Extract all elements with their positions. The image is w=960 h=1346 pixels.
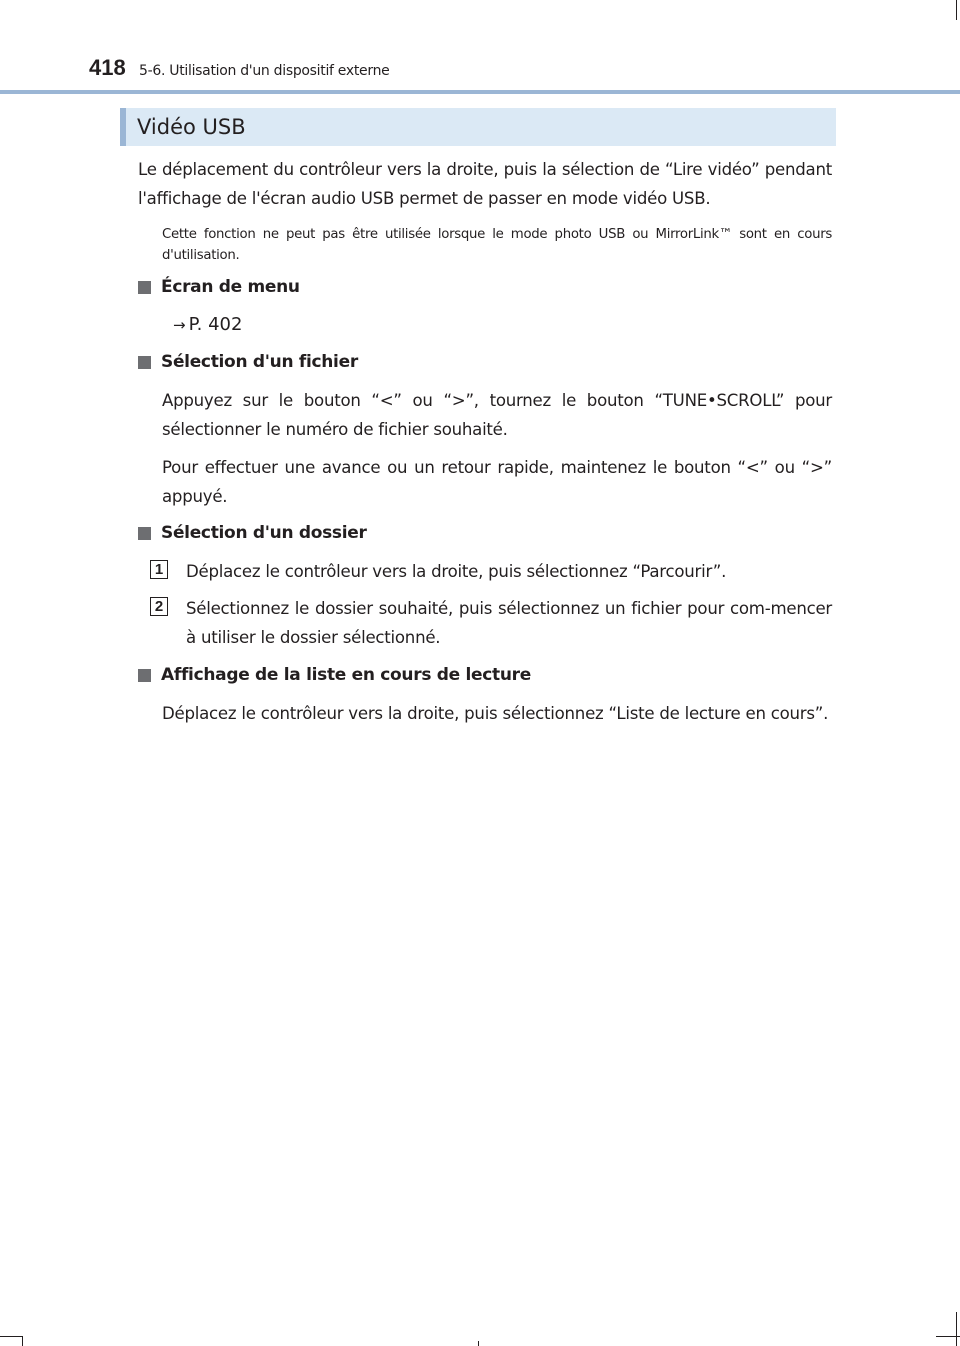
step-number-badge: 2 (150, 597, 168, 616)
square-bullet-icon (138, 356, 151, 369)
playlist-paragraph: Déplacez le contrôleur vers la droite, puis sélectionnez “Liste de lecture en cours”. (162, 704, 829, 723)
crop-mark-top-right (956, 0, 957, 20)
square-bullet-icon (138, 527, 151, 540)
crop-mark-bottom-left-v (22, 1336, 23, 1346)
step-1-text: Déplacez le contrôleur vers la droite, puis sélectionnez “Parcourir”. (186, 562, 727, 581)
step-number-badge: 1 (150, 560, 168, 579)
heading-playlist (138, 663, 531, 687)
section-title: Vidéo USB (137, 115, 246, 139)
heading-label: Affichage de la liste en cours de lecture (161, 665, 531, 685)
heading-label: Sélection d'un dossier (161, 523, 367, 543)
crop-mark-bottom-right-v (956, 1312, 957, 1346)
header-rule (0, 90, 960, 94)
heading-menu-screen (138, 275, 300, 299)
heading-folder-selection (138, 521, 367, 545)
arrow-right-icon: → (173, 316, 186, 334)
chapter-title: 5-6. Utilisation d'un dispositif externe (139, 63, 390, 79)
note-paragraph: Cette fonction ne peut pas être utilisée lorsque le mode photo USB ou MirrorLink™ sont en cours d'utilisation. (162, 227, 832, 263)
heading-file-selection (138, 350, 358, 374)
file-selection-paragraph-2: Pour effectuer une avance ou un retour rapide, maintenez le bouton “<” ou “>” appuyé. (162, 458, 832, 506)
intro-paragraph: Le déplacement du contrôleur vers la droite, puis la sélection de “Lire vidéo” pendant l'affichage de l'écran audio USB permet de passer en mode vidéo USB. (138, 160, 832, 208)
crop-mark-bottom-left-h (0, 1336, 22, 1337)
square-bullet-icon (138, 281, 151, 294)
heading-label: Écran de menu (161, 277, 300, 297)
heading-label: Sélection d'un fichier (161, 352, 358, 372)
step-2-text: Sélectionnez le dossier souhaité, puis sélectionnez un fichier pour com-mencer à utiliser le dossier sélectionné. (186, 599, 832, 647)
page-reference-link[interactable] (173, 312, 242, 338)
page-reference-label: P. 402 (188, 314, 243, 335)
file-selection-paragraph-1: Appuyez sur le bouton “<” ou “>”, tournez le bouton “TUNE•SCROLL” pour sélectionner le numéro de fichier souhaité. (162, 391, 832, 439)
square-bullet-icon (138, 669, 151, 682)
crop-mark-bottom-center (478, 1341, 479, 1346)
page-number: 418 (89, 55, 126, 80)
section-header-accent (120, 108, 126, 146)
